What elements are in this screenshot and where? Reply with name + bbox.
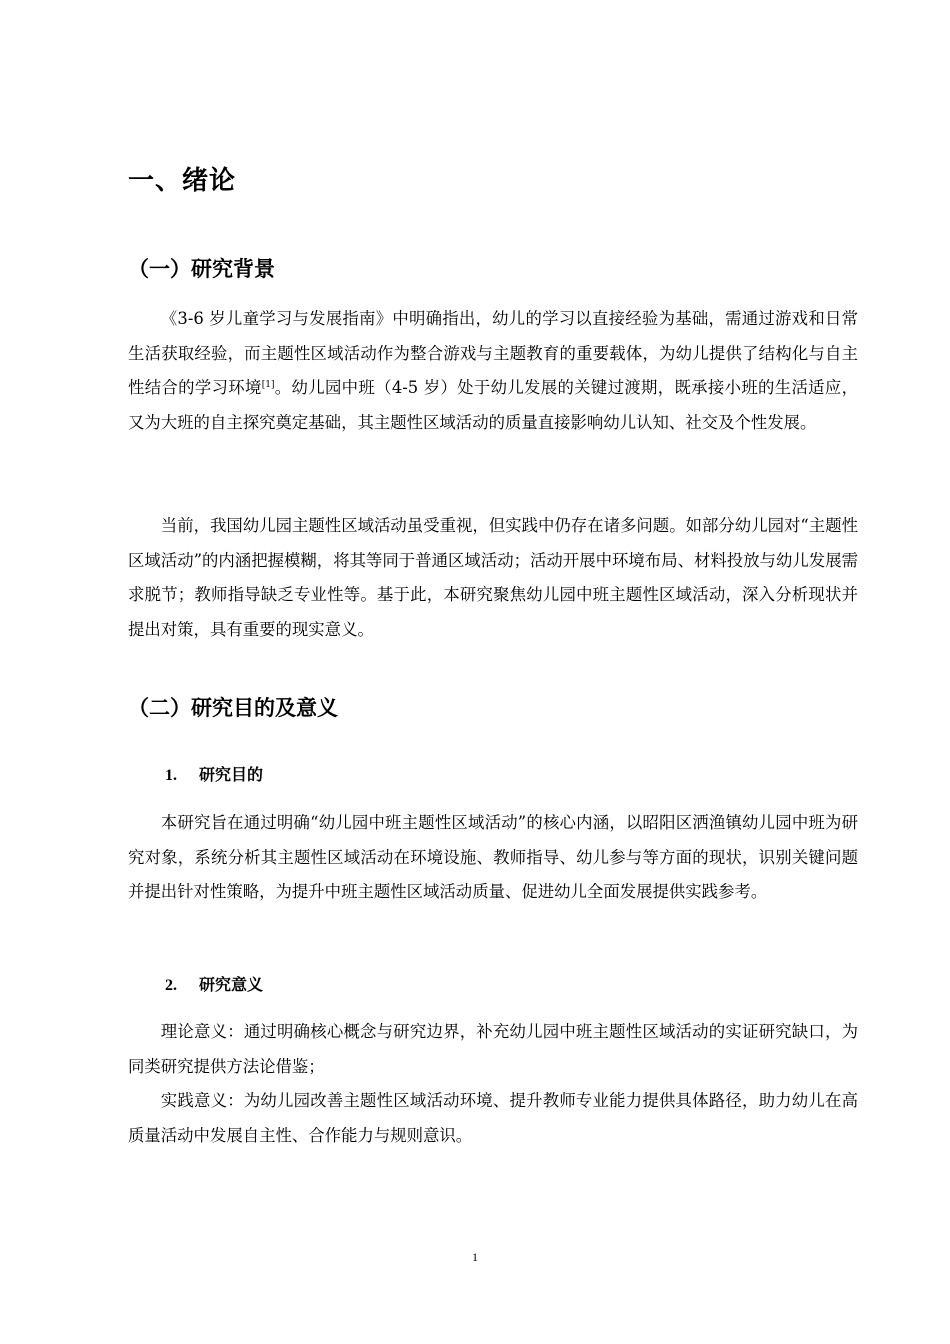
subsection-number: 1. (165, 767, 177, 784)
background-paragraph-1-text-cont: 。幼儿园中班（4-5 岁）处于幼儿发展的关键过渡期，既承接小班的生活适应，又为大班的自主探究奠定基础，其主题性区域活动的质量直接影响幼儿认知、社交及个性发展。 (128, 378, 859, 432)
section-heading-purpose: （二）研究目的及意义 (128, 696, 338, 720)
subsection-heading-significance (165, 973, 263, 998)
background-paragraph-2: 当前，我国幼儿园主题性区域活动虽受重视，但实践中仍存在诸多问题。如部分幼儿园对“主题性区域活动”的内涵把握模糊，将其等同于普通区域活动；活动开展中环境布局、材料投放与幼儿发展需求脱节；教师指导缺乏专业性等。基于此，本研究聚焦幼儿园中班主题性区域活动，深入分析现状并提出对策，具有重要的现实意义。 (128, 516, 858, 639)
citation-marker: [1] (261, 380, 275, 390)
practice-significance-paragraph: 实践意义：为幼儿园改善主题性区域活动环境、提升教师专业能力提供具体路径，助力幼儿在高质量活动中发展自主性、合作能力与规则意识。 (128, 1091, 858, 1145)
chapter-title: 一、绪论 (128, 166, 237, 196)
subsection-heading-purpose (165, 763, 263, 788)
section-heading-background: （一）研究背景 (128, 257, 275, 281)
theory-significance-paragraph: 理论意义：通过明确核心概念与研究边界，补充幼儿园中班主题性区域活动的实证研究缺口，为同类研究提供方法论借鉴； (128, 1022, 858, 1076)
subsection-title: 研究意义 (199, 975, 264, 994)
subsection-number: 2. (165, 977, 177, 994)
background-paragraph-1-text: 《3-6 岁儿童学习与发展指南》中明确指出，幼儿的学习以直接经验为基础，需通过游戏和日常生活获取经验，而主题性区域活动作为整合游戏与主题教育的重要载体，为幼儿提供了结构化与自主性结合的学习环境 (128, 309, 858, 397)
subsection-title: 研究目的 (199, 765, 264, 784)
page-number: 1 (472, 1250, 478, 1264)
purpose-paragraph: 本研究旨在通过明确“幼儿园中班主题性区域活动”的核心内涵，以昭阳区洒渔镇幼儿园中班为研究对象，系统分析其主题性区域活动在环境设施、教师指导、幼儿参与等方面的现状，识别关键问题并提出针对性策略，为提升中班主题性区域活动质量、促进幼儿全面发展提供实践参考。 (128, 813, 858, 901)
background-paragraph-1 (128, 302, 858, 440)
